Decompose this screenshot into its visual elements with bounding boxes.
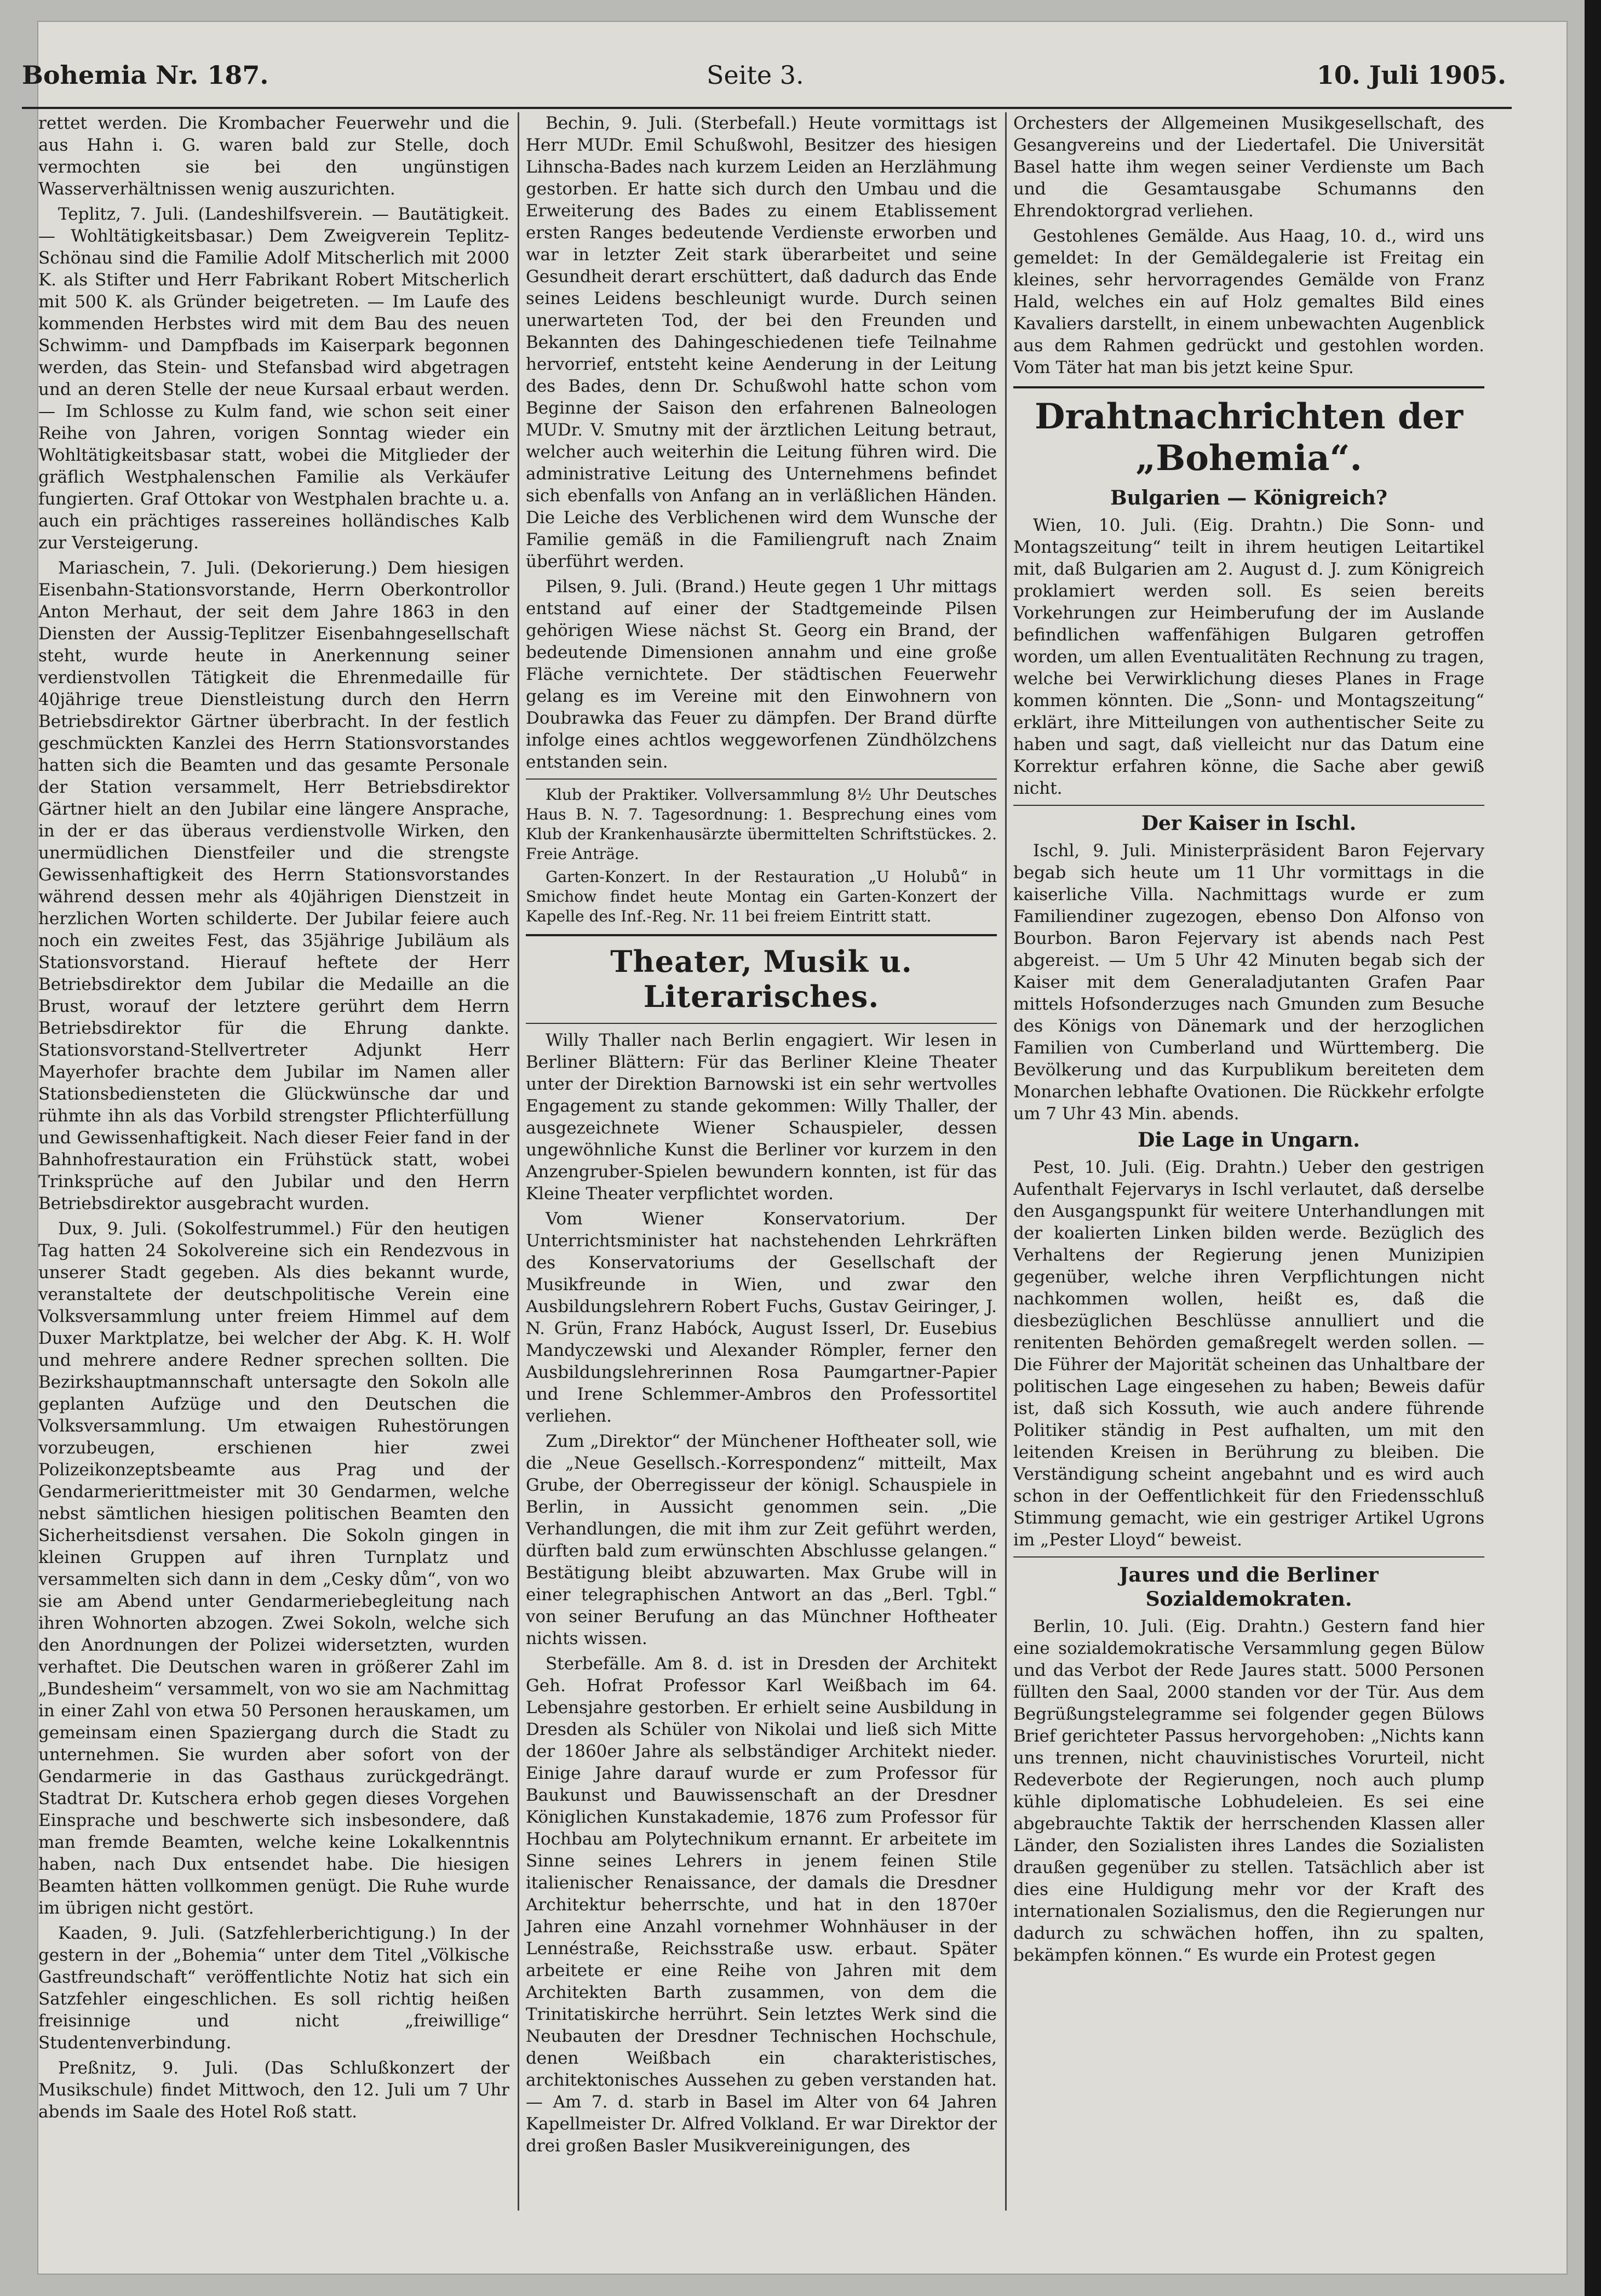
column-2	[526, 112, 997, 2160]
article: Gestohlenes Gemälde. Aus Haag, 10. d., wird uns gemeldet: In der Gemäldegalerie ist Freitag ein kleines, sehr hervorragendes Gemälde von Franz Hald, welches ein auf Holz gemaltes Bild eines Kavaliers darstellt, in einem unbewachten Augenblick aus dem Rahmen gedrückt und gestohlen worden. Vom Täter hat man bis jetzt keine Spur.	[1013, 226, 1484, 377]
section-title: Theater, Musik u. Literarisches.	[610, 944, 913, 1014]
notice: Klub der Praktiker. Vollversammlung 8½ Uhr Deutsches Haus B. N. 7. Tagesordnung: 1. Besprechung eines vom Klub der Krankenhausärzte übermittelten Schriftstückes. 2. Freie Anträge.	[526, 786, 997, 863]
header-rule	[22, 107, 1512, 109]
article-title: Bulgarien — Königreich?	[1110, 486, 1387, 509]
divider	[526, 778, 997, 780]
article: Bechin, 9. Juli. (Sterbefall.) Heute vormittags ist Herr MUDr. Emil Schußwohl, Besitzer des hiesigen Lihnscha-Bades nach kurzem Leiden an Herzlähmung gestorben. Er hatte sich durch den Umbau und die Erweiterung des Bades zu einem Etablissement ersten Ranges bedeutende Verdienste erworben und war in letzter Zeit stark überarbeitet und seine Gesundheit derart erschüttert, daß dadurch das Ende seines Leidens beschleunigt wurde. Durch seinen unerwarteten Tod, der bei den Freunden und Bekannten des Dahingeschiedenen tiefe Teilnahme hervorrief, entsteht keine Aenderung in der Leitung des Bades, denn Dr. Schußwohl hatte schon vom Beginne der Saison den erfahrenen Balneologen MUDr. V. Smutny mit der ärztlichen Leitung betraut, welcher auch weiterhin die Leitung führen wird. Die administrative Leitung des Unternehmens befindet sich ebenfalls von Anfang an in verläßlichen Händen. Die Leiche des Verblichenen wird dem Wunsche der Familie gemäß in die Familiengruft nach Znaim überführt werden.	[526, 113, 997, 571]
article: Preßnitz, 9. Juli. (Das Schlußkonzert der Musikschule) findet Mittwoch, den 12. Juli um 7 Uhr abends im Saale des Hotel Roß statt.	[38, 2058, 509, 2122]
divider	[526, 1023, 997, 1024]
article: Dux, 9. Juli. (Sokolfestrummel.) Für den heutigen Tag hatten 24 Sokolvereine sich ein Rendezvous in unserer Stadt gegeben. Als dies bekannt wurde, veranstaltete der deutschpolitische Verein eine Volksversammlung unter freiem Himmel auf dem Duxer Marktplatze, bei welcher der Abg. K. H. Wolf und mehrere andere Redner sprechen sollten. Die Bezirkshauptmannschaft untersagte den Sokoln alle geplanten Aufzüge und den Deutschen die Volksversammlung. Um etwaigen Ruhestörungen vorzubeugen, erschienen hier zwei Polizeikonzeptsbeamte aus Prag und der Gendarmerierittmeister mit 30 Gendarmen, welche nebst sämtlichen hiesigen politischen Beamten den Sicherheitsdienst versahen. Die Sokoln gingen in kleinen Gruppen auf ihren Turnplatz und versammelten sich dann in dem „Cesky dům“, von wo sie am Abend unter Gendarmeriebegleitung nach ihren Wohnorten abzogen. Zwei Sokoln, welche sich den Anordnungen der Polizei widersetzten, wurden verhaftet. Die Deutschen waren in größerer Zahl im „Bundesheim“ versammelt, von wo sie am Nachmittag in einer Zahl von etwa 50 Personen herauskamen, um gemeinsam einen Spaziergang durch die Stadt zu unternehmen. Sie wurden aber sofort von der Gendarmerie in das Gasthaus zurückgedrängt. Stadtrat Dr. Kutschera erhob gegen dieses Vorgehen Einsprache und beschwerte sich insbesondere, daß man fremde Beamten, welche keine Lokalkenntnis haben, nach Dux entsendet habe. Die hiesigen Beamten hätten vollkommen genügt. Die Ruhe wurde im übrigen nicht gestört.	[38, 1219, 509, 1918]
divider	[1013, 1556, 1484, 1558]
article: Pilsen, 9. Juli. (Brand.) Heute gegen 1 Uhr mittags entstand auf einer der Stadtgemeinde Pilsen gehörigen Wiese nächst St. Georg ein Brand, der bedeutende Dimensionen annahm und eine große Fläche vernichtete. Der städtischen Feuerwehr gelang es im Vereine mit den Einwohnern von Doubrawka das Feuer zu dämpfen. Der Brand dürfte infolge eines achtlos weggeworfenen Zündhölzchens entstanden sein.	[526, 577, 997, 772]
article-title: Jaures und die Berliner Sozialdemokraten.	[1119, 1564, 1379, 1611]
header-center: Seite 3.	[707, 60, 804, 90]
scan-edge	[1585, 0, 1601, 2296]
header-left: Bohemia Nr. 187.	[22, 60, 269, 90]
section-title: Drahtnachrichten der „Bohemia“.	[1034, 396, 1464, 479]
article: Ischl, 9. Juli. Ministerpräsident Baron Fejervary begab sich heute um 11 Uhr vormittags in die kaiserliche Villa. Nachmittags wurde er zum Familiendiner zugezogen, ebenso Don Alfonso von Bourbon. Baron Fejervary ist abends nach Pest abgereist. — Um 5 Uhr 42 Minuten begab sich der Kaiser mit dem Generaladjutanten Grafen Paar mittels Hofsonderzuges nach Gmunden zum Besuche des Königs von Dänemark und der herzoglichen Familien von Cumberland und Württemberg. Die Bevölkerung und das Kurpublikum bereiteten dem Monarchen lebhafte Ovationen. Die Rückkehr erfolgte um 7 Uhr 43 Min. abends.	[1013, 841, 1484, 1124]
divider	[1013, 386, 1484, 388]
page-header	[22, 60, 1506, 104]
article: Zum „Direktor“ der Münchener Hoftheater soll, wie die „Neue Gesellsch.-Korrespondenz“ mitteilt, Max Grube, der Oberregisseur der königl. Schauspiele in Berlin, in Aussicht genommen sein. „Die Verhandlungen, die mit ihm zur Zeit geführt werden, dürften bald zum erwünschten Abschlusse gelangen.“ Bestätigung bleibt abzuwarten. Max Grube will in einer telegraphischen Antwort an das „Berl. Tgbl.“ von seiner Berufung an das Münchner Hoftheater nichts wissen.	[526, 1432, 997, 1648]
divider	[526, 934, 997, 936]
article: Orchesters der Allgemeinen Musikgesellschaft, des Gesangvereins und der Liedertafel. Die Universität Basel hatte ihm wegen seiner Verdienste um Bach und die Gesamtausgabe Schumanns den Ehrendoktorgrad verliehen.	[1013, 113, 1484, 221]
article: Berlin, 10. Juli. (Eig. Drahtn.) Gestern fand hier eine sozialdemokratische Versammlung gegen Bülow und das Verbot der Rede Jaures statt. 5000 Personen füllten den Saal, 2000 standen vor der Tür. Aus dem Begrüßungstelegramme sei folgender gegen Bülows Brief gerichteter Passus hervorgehoben: „Nichts kann uns trennen, nicht chauvinistisches Vorurteil, nicht Redeverbote der Regierungen, noch auch plump kühle diplomatische Lobhudeleien. Es sei eine abgebrauchte Taktik der herrschenden Klassen aller Länder, den Sozialisten ihres Landes die Sozialisten draußen gegenüber zu stellen. Tatsächlich aber ist dies eine Huldigung mehr vor der Kraft des internationalen Sozialismus, den die Regierungen nur dadurch zu schwächen hoffen, ihn zu spalten, bekämpfen können.“ Es wurde ein Protest gegen	[1013, 1617, 1484, 1965]
column-rule-2	[1005, 112, 1007, 2211]
article: Mariaschein, 7. Juli. (Dekorierung.) Dem hiesigen Eisenbahn-Stationsvorstande, Herrn Oberkontrollor Anton Merhaut, der seit dem Jahre 1863 in den Diensten der Aussig-Teplitzer Eisenbahngesellschaft steht, wurde heute in Anerkennung seiner verdienstvollen Tätigkeit die Ehrenmedaille für 40jährige treue Dienstleistung durch den Herrn Betriebsdirektor Gärtner überbracht. In der festlich geschmückten Kanzlei des Herrn Stationsvorstandes hatten sich die Beamten und das gesamte Personale der Station versammelt, Herr Betriebsdirektor Gärtner hielt an den Jubilar eine längere Ansprache, in der er das überaus verdienstvolle Wirken, den unermüdlichen Dienstfeiler und die strengste Gewissenhaftigkeit des Herrn Stationsvorstandes während dessen mehr als 40jährigen Dienstzeit in herzlichen Worten schilderte. Der Jubilar feiere auch noch ein zweites Fest, das 35jährige Jubiläum als Stationsvorstand. Hierauf heftete der Herr Betriebsdirektor dem Jubilar die Medaille an die Brust, worauf der letztere gerührt dem Herrn Betriebsdirektor für die Ehrung dankte. Stationsvorstand-Stellvertreter Adjunkt Herr Mayerhofer brachte dem Jubilar im Namen aller Stationsbediensteten die Glückwünsche dar und rühmte ihn als das Vorbild strengster Pflichterfüllung und Gewissenhaftigkeit. Nach dieser Feier fand in der Bahnhofrestauration ein Frühstück statt, wobei Trinksprüche auf den Jubilar und den Herrn Betriebsdirektor ausgebracht wurden.	[38, 558, 509, 1213]
column-3	[1013, 112, 1484, 1969]
article-title: Die Lage in Ungarn.	[1138, 1129, 1360, 1152]
article: Pest, 10. Juli. (Eig. Drahtn.) Ueber den gestrigen Aufenthalt Fejervarys in Ischl verlautet, daß derselbe den Ausgangspunkt für weitere Unterhandlungen mit der koalierten Linken bilden werde. Bezüglich des Verhaltens der Regierung jenen Munizipien gegenüber, welche ihren Verpflichtungen nicht nachkommen wollen, heißt es, daß die diesbezüglichen Beschlüsse annulliert und die renitenten Behörden gemaßregelt werden sollen. — Die Führer der Majorität scheinen das Unhaltbare der politischen Lage eingesehen zu haben; Beweis dafür ist, daß sich Kossuth, wie auch andere führende Politiker ständig in Pest aufhalten, um mit den leitenden Kreisen in Berührung zu bleiben. Die Verständigung scheint angebahnt und es wird auch schon in der Oeffentlichkeit für den Friedensschluß Stimmung gemacht, wie ein gestriger Artikel Ugrons im „Pester Lloyd“ beweist.	[1013, 1158, 1484, 1550]
article: Vom Wiener Konservatorium. Der Unterrichtsminister hat nachstehenden Lehrkräften des Konservatoriums der Gesellschaft der Musikfreunde in Wien, und zwar den Ausbildungslehrern Robert Fuchs, Gustav Geiringer, J. N. Grün, Franz Habóck, August Isserl, Dr. Eusebius Mandyczewski und Alexander Römpler, ferner den Ausbildungslehrerinnen Rosa Paumgartner-Papier und Irene Schlemmer-Ambros den Professortitel verliehen.	[526, 1209, 997, 1426]
divider	[1013, 805, 1484, 806]
article: Teplitz, 7. Juli. (Landeshilfsverein. — Bautätigkeit. — Wohltätigkeitsbasar.) Dem Zweigverein Teplitz-Schönau sind die Familie Adolf Mitscherlich mit 2000 K. als Stifter und Herr Fabrikant Robert Mitscherlich mit 500 K. als Gründer beigetreten. — Im Laufe des kommenden Herbstes wird mit dem Bau des neuen Schwimm- und Dampfbads im Kaiserpark begonnen werden, das Stein- und Stefansbad wird abgetragen und an deren Stelle der neue Kursaal erbaut werden. — Im Schlosse zu Kulm fand, wie schon seit einer Reihe von Jahren, vorigen Sonntag wieder ein Wohltätigkeitsbasar statt, wobei die Mitglieder der gräflich Westphalenschen Familie als Verkäufer fungierten. Graf Ottokar von Westphalen brachte u. a. auch ein prächtiges rassereines holländisches Kalb zur Versteigerung.	[38, 204, 509, 553]
column-rule-1	[518, 112, 519, 2211]
header-right: 10. Juli 1905.	[1316, 60, 1506, 90]
article: Kaaden, 9. Juli. (Satzfehlerberichtigung.) In der gestern in der „Bohemia“ unter dem Titel „Völkische Gastfreundschaft“ veröffentlichte Notiz hat sich ein Satzfehler eingeschlichen. Es soll richtig heißen freisinnige und nicht „freiwillige“ Studentenverbindung.	[38, 1923, 509, 2053]
article: rettet werden. Die Krombacher Feuerwehr und die aus Hahn i. G. waren bald zur Stelle, doch vermochten sie bei den ungünstigen Wasserverhältnissen wenig auszurichten.	[38, 113, 509, 199]
article-title: Der Kaiser in Ischl.	[1141, 812, 1357, 835]
column-1	[38, 112, 509, 2126]
article: Wien, 10. Juli. (Eig. Drahtn.) Die Sonn- und Montagszeitung“ teilt in ihrem heutigen Leitartikel mit, daß Bulgarien am 2. August d. J. zum Königreich proklamiert werden soll. Es seien bereits Vorkehrungen zur Heimberufung der im Auslande befindlichen waffenfähigen Bulgaren getroffen worden, um allen Eventualitäten Rechnung zu tragen, welche bei Verwirklichung dieses Planes in Frage kommen könnten. Die „Sonn- und Montagszeitung“ erklärt, ihre Mitteilungen von authentischer Seite zu haben und sagt, daß vielleicht nur das Datum eine Korrektur erfahren könne, die Sache aber gewiß nicht.	[1013, 516, 1484, 798]
article: Sterbefälle. Am 8. d. ist in Dresden der Architekt Geh. Hofrat Professor Karl Weißbach im 64. Lebensjahre gestorben. Er erhielt seine Ausbildung in Dresden als Schüler von Nikolai und ließ sich Mitte der 1860er Jahre als selbständiger Architekt nieder. Einige Jahre darauf wurde er zum Professor für Baukunst und Bauwissenschaft an der Dresdner Königlichen Kunstakademie, 1876 zum Professor für Hochbau am Polytechnikum ernannt. Er arbeitete im Sinne seines Lehrers in jenem feinen Stile italienischer Renaissance, der damals die Dresdner Architektur beherrschte, und hat in den 1870er Jahren eine Anzahl vornehmer Wohnhäuser in der Lennéstraße, Reichsstraße usw. erbaut. Später arbeitete er eine Reihe von Jahren mit dem Architekten Barth zusammen, von dem die Trinitatiskirche herrührt. Sein letztes Werk sind die Neubauten der Dresdner Technischen Hochschule, denen Weißbach ein charakteristisches, architektonisches Aussehen zu geben verstanden hat. — Am 7. d. starb in Basel im Alter von 64 Jahren Kapellmeister Dr. Alfred Volkland. Er war Direktor der drei großen Basler Musikvereinigungen, des	[526, 1654, 997, 2156]
notice: Garten-Konzert. In der Restauration „U Holubů“ in Smichow findet heute Montag ein Garten-Konzert der Kapelle des Inf.-Reg. Nr. 11 bei freiem Eintritt statt.	[526, 868, 997, 925]
article: Willy Thaller nach Berlin engagiert. Wir lesen in Berliner Blättern: Für das Berliner Kleine Theater unter der Direktion Barnowski ist ein sehr wertvolles Engagement zu stande gekommen: Willy Thaller, der ausgezeichnete Wiener Schauspieler, dessen ungewöhnliche Kunst die Berliner vor kurzem in den Anzengruber-Spielen bewundern konnten, ist für das Kleine Theater verpflichtet worden.	[526, 1030, 997, 1204]
